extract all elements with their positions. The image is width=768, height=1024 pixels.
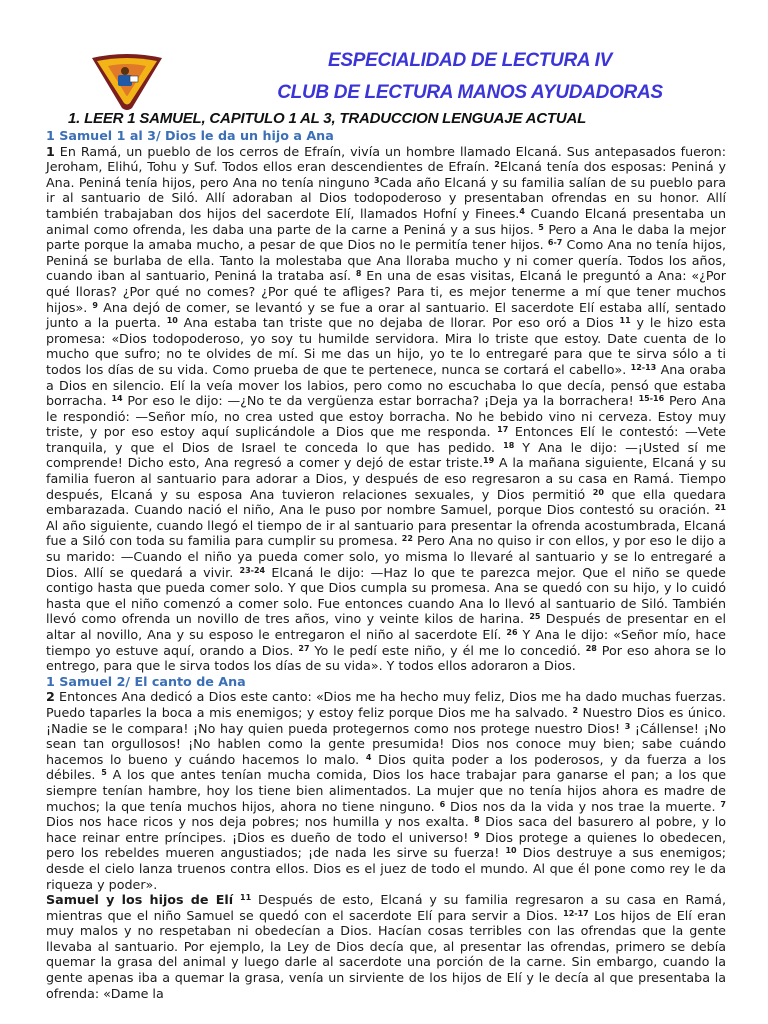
verse-text: Pero a Ana le daba la mejor parte porque la amaba mucho, a pesar de que Dios no le permitía tener hijos. (46, 221, 726, 253)
verse-number: 6-7 (547, 238, 563, 248)
verse-text: Dios quita poder a los poderosos, y da fuerza a los débiles. (46, 751, 727, 783)
verse-number: 27 (298, 643, 310, 653)
verse-number: 4 (519, 206, 525, 216)
verse-number: 8 (474, 815, 480, 825)
verse-text: Después de esto, Elcaná y su familia regresaron a su casa en Ramá, mientras que el niño Samuel se quedó con el sacerdote Elí para servir a Dios. (46, 892, 726, 923)
verse-text: Dios nos da la vida y nos trae la muerte. (445, 798, 721, 814)
verse-text: Los hijos de Elí eran muy malos y no respetaban ni obedecían a Dios. Hacían cosas terribles con las ofrendas que la gente llevaba al santuario. Por ejemplo, la Ley de Dios decía que, al presentar las ofrendas, primero se debía quemar la grasa del animal y luego darle al sacerdote una porción de la carne. Sin embargo, cuando la gente apenas iba a quemar la grasa, venía un sirviente de los hijos de Elí y le decía al que presentaba la ofrenda: «Dame la (46, 907, 726, 1001)
verse-text: Y Ana le dijo: «Señor mío, hace tiempo yo estuve aquí, orando a Dios. (46, 627, 726, 658)
verse-text: Ana dejó de comer, se levantó y se fue a orar al santuario. El sacerdote Elí estaba allí, sentado junto a la puerta. (46, 299, 726, 331)
section-text (46, 892, 726, 1001)
section-text (46, 144, 726, 674)
verse-number: 18 (503, 440, 515, 450)
verse-text: Cada año Elcaná y su familia salían de su pueblo para ir al santuario de Siló. Allí adoraban al Dios todopoderoso y presentaban ofrendas en su honor. Allí también trabajaban dos hijos del sacerdote Elí, llamados Hofní y Finees. (46, 174, 726, 221)
verse-text: A la mañana siguiente, Elcaná y su familia fueron al santuario para adorar a Dios, y después de eso regresaron a su casa en Ramá. Tiempo después, Elcaná y su esposa Ana tuvieron relaciones sexuales, y Dios permitió (46, 455, 726, 502)
verse-number: 23-24 (239, 565, 266, 575)
verse-number: 5 (101, 768, 107, 778)
verse-number: 17 (497, 425, 509, 435)
verse-number: 9 (92, 300, 98, 310)
verse-text: En Ramá, un pueblo de los cerros de Efraín, vivía un hombre llamado Elcaná. Sus antepasados fueron: Jeroham, Elihú, Tohu y Suf. Todos ellos eran descendientes de Efraín. (46, 143, 726, 175)
verse-text: Pero Ana le respondió: —Señor mío, no crea usted que estoy borracha. No he bebido vino ni cerveza. Estoy muy triste, y por eso estoy aquí suplicándole a Dios que me responda. (46, 393, 727, 440)
section-text (46, 689, 726, 891)
verse-number: 11 (619, 316, 631, 326)
verse-number: 8 (355, 269, 362, 279)
verse-text: Por eso le dijo: —¿No te da vergüenza estar borracha? ¡Deja ya la borrachera! (122, 393, 639, 409)
verse-text: Ana oraba a Dios en silencio. Elí la veía mover los labios, pero como no escuchaba lo que decía, pensó que estaba borracha. (46, 361, 726, 409)
section-1 (46, 128, 726, 674)
verse-text: Como Ana no tenía hijos, Peniná se burlaba de ella. Tanto la molestaba que Ana lloraba mucho y ni comer quería. Todos los años, cuando iban al santuario, Peniná la trataba así. (46, 237, 726, 284)
verse-text: Por eso ahora se lo entrego, para que le sirva todos los días de su vida». Y todos ellos adoraron a Dios. (46, 642, 727, 674)
verse-number: 10 (505, 846, 517, 856)
verse-number: 19 (483, 456, 495, 466)
verse-text: Ana estaba tan triste que no dejaba de llorar. Por eso oró a Dios (177, 315, 620, 331)
section-heading: 1 Samuel 1 al 3/ Dios le da un hijo a Ana (46, 128, 334, 143)
page-subtitle: CLUB DE LECTURA MANOS AYUDADORAS (277, 82, 663, 103)
verse-number: 2 (494, 160, 500, 170)
verse-text: Dios protege a quienes lo obedecen, pero los rebeldes mueren angustiados; ¡de nada les sirve su fuerza! (46, 829, 726, 861)
verse-text: En una de esas visitas, Elcaná le preguntó a Ana: «¿Por qué lloras? ¿Por qué no comes? ¿Por qué te afliges? Para ti, es mejor tenerme a mí que tener muchos hijos». (46, 268, 726, 315)
section-2 (46, 674, 726, 892)
verse-number: 2 (46, 689, 55, 705)
verse-text: Elcaná tenía dos esposas: Peniná y Ana. Peniná tenía hijos, pero Ana no tenía ninguno (46, 159, 726, 190)
verse-number: 7 (720, 799, 726, 809)
verse-text: Al año siguiente, cuando llegó el tiempo de ir al santuario para presentar la ofrenda acostumbrada, Elcaná fue a Siló con toda su familia para cumplir su promesa. (46, 517, 726, 549)
document-body (46, 128, 726, 1001)
verse-number: 10 (166, 316, 178, 326)
page-title: ESPECIALIDAD DE LECTURA IV (328, 50, 612, 71)
verse-number: 2 (572, 705, 579, 715)
verse-number: 25 (529, 612, 541, 622)
verse-number: 11 (240, 893, 252, 903)
verse-text: Dios saca del basurero al pobre, y lo hace reinar entre príncipes. ¡Dios es dueño de todo el universo! (46, 814, 726, 845)
verse-text: ¡Cállense! ¡No sean tan orgullosos! ¡No hablen como la gente presumida! Dios nos conoce muy bien; sabe cuándo hacemos lo bueno y cuándo hacemos lo malo. (46, 720, 727, 767)
verse-text: Cuando Elcaná presentaba un animal como ofrenda, les daba una parte de la carne a Peniná y a sus hijos. (46, 205, 726, 237)
verse-number: 28 (585, 643, 597, 653)
section-3 (46, 892, 726, 1001)
verse-text: Entonces Elí le contestó: —Vete tranquila, y que el Dios de Israel te conceda lo que has pedido. (46, 424, 726, 455)
verse-number: 14 (111, 394, 123, 404)
verse-number: 5 (538, 222, 544, 232)
verse-number: 12-17 (563, 908, 589, 918)
verse-text: y le hizo esta promesa: «Dios todopoderoso, yo soy tu humilde servidora. Mira lo triste que estoy. Date cuenta de lo mucho que sufro; no te olvides de mí. Si me das un hijo, yo te lo entregaré para que te sirva sólo a ti todos los días de su vida. Como prueba de que te pertenece, nunca se cortará el cabello». (46, 315, 727, 377)
verse-text: Entonces Ana dedicó a Dios este canto: «Dios me ha hecho muy feliz, Dios me ha dado muchas fuerzas. Puedo taparles la boca a mis enemigos; y estoy feliz porque Dios me ha salvado. (46, 689, 726, 720)
verse-text: A los que antes tenían mucha comida, Dios los hace trabajar para ganarse el pan; a los que siempre tenían hambre, hoy los tiene bien alimentados. La mujer que no tenía hijos ahora es madre de muchos; la que tenía muchos hijos, ahora no tiene ninguno. (46, 767, 726, 814)
verse-text: Pero Ana no quiso ir con ellos, y por eso le dijo a su marido: —Cuando el niño ya pueda comer solo, yo misma lo llevaré al santuario y se lo entregaré a Dios. Allí se quedará a vivir. (46, 533, 726, 580)
verse-number: 1 (46, 143, 55, 159)
verse-text: Dios nos hace ricos y nos deja pobres; nos humilla y nos exalta. (46, 814, 475, 830)
verse-number: 3 (624, 721, 631, 731)
verse-text: Elcaná le dijo: —Haz lo que te parezca mejor. Que el niño se quede contigo hasta que pueda comer solo. Y que Dios cumpla su promesa. Ana se quedó con su hijo, y lo cuidó hasta que el niño comenzó a comer solo. Fue entonces cuando Ana lo llevó al santuario de Siló. También llevó como ofrenda un novillo de tres años, vino y veinte kilos de harina. (46, 564, 726, 627)
verse-number: 21 (714, 503, 726, 513)
verse-number: 9 (474, 830, 480, 840)
task-line: 1. LEER 1 SAMUEL, CAPITULO 1 AL 3, TRADUCCION LENGUAJE ACTUAL (68, 110, 587, 127)
section-heading: 1 Samuel 2/ El canto de Ana (46, 673, 246, 689)
verse-number: 26 (506, 628, 518, 637)
verse-number: 3 (374, 175, 380, 185)
verse-text: Dios destruye a sus enemigos; desde el cielo lanza truenos contra ellos. Dios es el juez de todo el mundo. Al que él pone como rey le da riqueza y poder». (46, 845, 726, 892)
verse-number: 6 (439, 799, 446, 809)
verse-number: 15-16 (638, 394, 665, 404)
inline-heading: Samuel y los hijos de Elí (46, 892, 234, 908)
verse-text: Yo le pedí este niño, y él me lo concedió. (309, 642, 586, 658)
verse-number: 4 (365, 752, 372, 762)
verse-number: 12-13 (630, 362, 657, 372)
verse-number: 20 (592, 487, 604, 497)
verse-text: Después de presentar en el altar al novillo, Ana y su esposo le entregaron el niño al sacerdote Elí. (46, 611, 726, 642)
verse-number: 22 (401, 534, 413, 544)
verse-text: Nuestro Dios es único. ¡Nadie se le compara! ¡No hay quien pueda protegernos como nos protege nuestro Dios! (46, 704, 726, 736)
reading-badge-icon (88, 52, 166, 112)
verse-text: que ella quedara embarazada. Cuando nació el niño, Ana le puso por nombre Samuel, porque Dios contestó su oración. (46, 486, 726, 518)
verse-text: Y Ana le dijo: —¡Usted sí me comprende! Dicho esto, Ana regresó a comer y dejó de estar triste. (46, 439, 726, 471)
